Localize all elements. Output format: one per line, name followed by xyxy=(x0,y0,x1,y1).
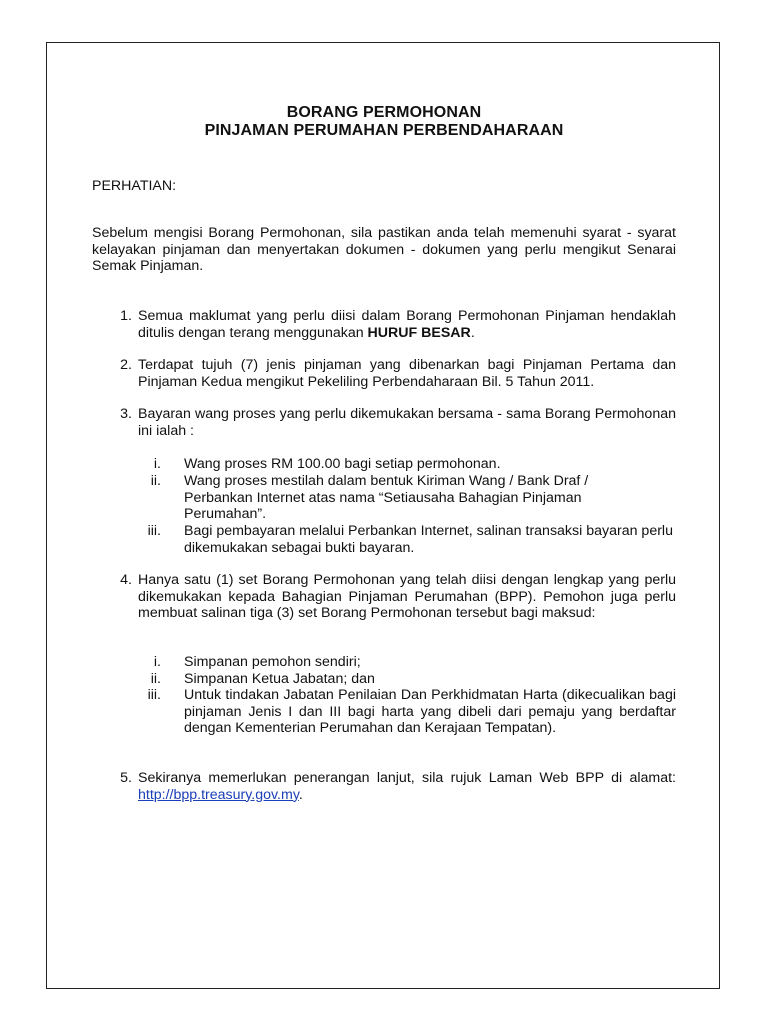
item-number: 4. xyxy=(120,572,132,588)
list-item: Terdapat tujuh (7) jenis pinjaman yang dibenarkan bagi Pinjaman Pertama dan Pinjaman Kedua mengikut Pekeliling Perbendaharaan Bil. 5 Tahun 2011. xyxy=(138,357,676,390)
sub-item: Simpanan pemohon sendiri; xyxy=(184,654,361,670)
sub-item: Untuk tindakan Jabatan Penilaian Dan Perkhidmatan Harta (dikecualikan bagi pinjaman Jenis I dan III bagi harta yang dibeli dari pemaju yang berdaftar dengan Kementerian Perumahan dan Kerajaan Tempatan). xyxy=(184,687,676,736)
sub-item-number: ii. xyxy=(150,671,161,687)
item-number: 3. xyxy=(120,406,132,422)
bpp-website-link[interactable]: http://bpp.treasury.gov.my xyxy=(138,786,299,803)
item-punct: . xyxy=(470,324,475,341)
list-item xyxy=(138,308,676,341)
sub-item-number: i. xyxy=(153,654,161,670)
intro-paragraph: Sebelum mengisi Borang Permohonan, sila pastikan anda telah memenuhi syarat - syarat kelayakan pinjaman dan menyertakan dokumen - dokumen yang perlu mengikut Senarai Semak Pinjaman. xyxy=(92,225,676,274)
sub-item: Bagi pembayaran melalui Perbankan Internet, salinan transaksi bayaran perlu dikemukakan sebagai bukti bayaran. xyxy=(184,523,673,556)
attention-heading: PERHATIAN: xyxy=(92,178,177,194)
sub-item: Wang proses RM 100.00 bagi setiap permohonan. xyxy=(184,456,501,472)
item-punct: . xyxy=(298,786,303,803)
item-text: Sekiranya memerlukan penerangan lanjut, sila rujuk Laman Web BPP di alamat: xyxy=(138,770,676,786)
emphasis-text: HURUF BESAR xyxy=(367,324,471,341)
sub-item-number: ii. xyxy=(150,473,161,489)
item-number: 2. xyxy=(120,357,132,373)
form-title: BORANG PERMOHONAN xyxy=(286,104,482,121)
item-number: 1. xyxy=(120,308,132,324)
item-text: Semua maklumat yang perlu diisi dalam Borang Permohonan Pinjaman hendaklah ditulis dengan terang menggunakan xyxy=(138,308,676,341)
list-item: Bayaran wang proses yang perlu dikemukakan bersama - sama Borang Permohonan ini ialah : xyxy=(138,406,676,439)
sub-item-number: iii. xyxy=(147,523,161,539)
sub-item-number: iii. xyxy=(147,687,161,703)
sub-item: Wang proses mestilah dalam bentuk Kiriman Wang / Bank Draf / Perbankan Internet atas nama “Setiausaha Bahagian Pinjaman Perumahan”. xyxy=(184,473,589,522)
sub-item-number: i. xyxy=(153,456,161,472)
list-item xyxy=(138,770,676,803)
sub-item: Simpanan Ketua Jabatan; dan xyxy=(184,671,375,687)
item-number: 5. xyxy=(120,770,132,786)
form-subtitle: PINJAMAN PERUMAHAN PERBENDAHARAAN xyxy=(204,122,564,139)
list-item: Hanya satu (1) set Borang Permohonan yang telah diisi dengan lengkap yang perlu dikemukakan kepada Bahagian Pinjaman Perumahan (BPP). Pemohon juga perlu membuat salinan tiga (3) set Borang Permohonan tersebut bagi maksud: xyxy=(138,572,676,621)
